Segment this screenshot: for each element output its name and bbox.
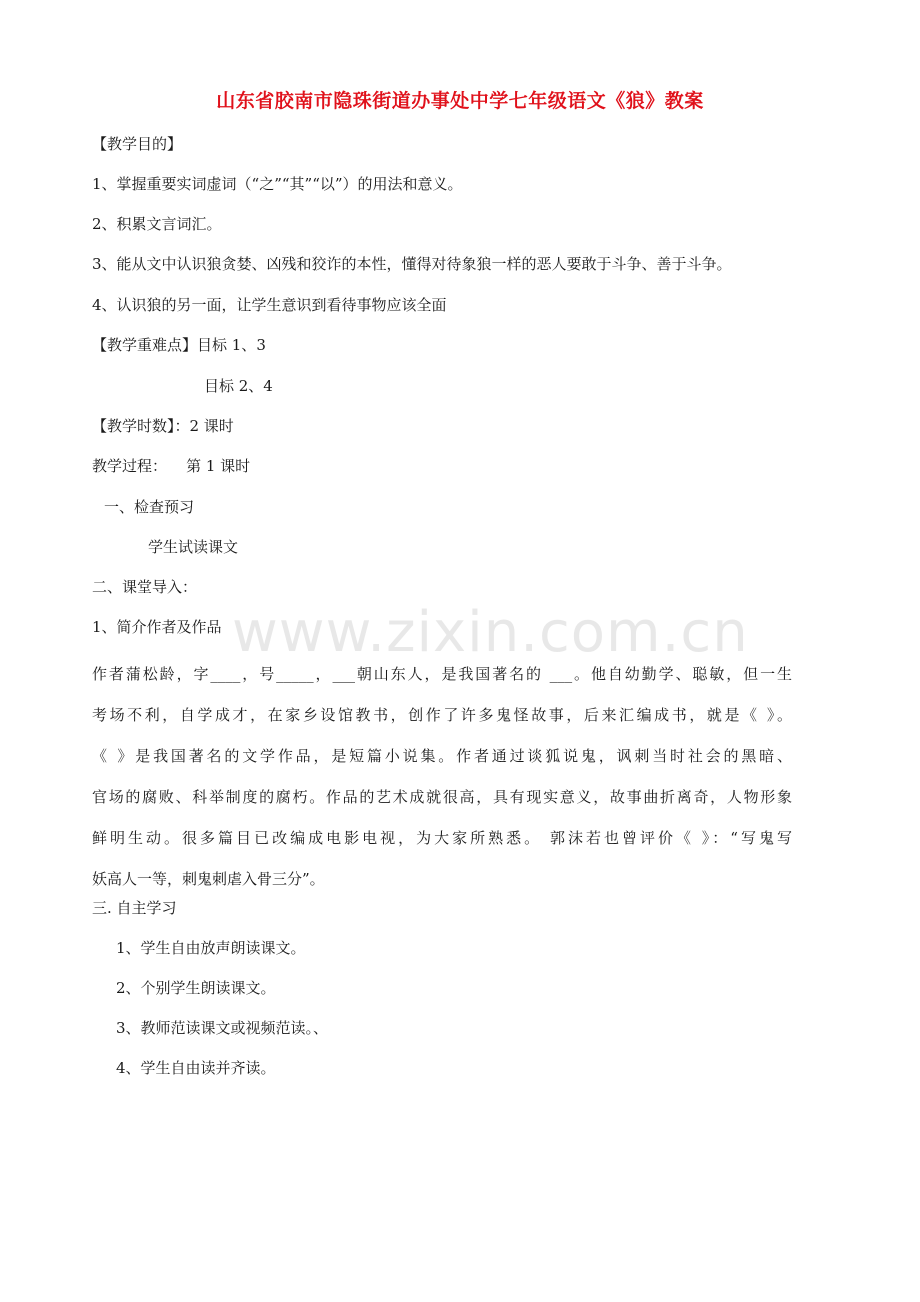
introduction-item-1: 1、简介作者及作品 <box>92 618 222 636</box>
paragraph-line: 鲜明生动。很多篇目已改编成电影电视，为大家所熟悉。 郭沫若也曾评价《 》：“写鬼写 <box>92 829 792 847</box>
self-study-item-4: 4、学生自由读并齐读。 <box>116 1059 276 1077</box>
goal-item-2: 2、积累文言词汇。 <box>92 215 222 233</box>
section-heading-preview: 一、检查预习 <box>104 498 195 516</box>
paragraph-line: 《 》是我国著名的文学作品，是短篇小说集。作者通过谈狐说鬼，讽刺当时社会的黑暗、 <box>92 747 792 765</box>
section-heading-self-study: 三. 自主学习 <box>92 899 177 917</box>
self-study-item-3: 3、教师范读课文或视频范读。、 <box>116 1019 329 1037</box>
section-heading-goals: 【教学目的】 <box>92 135 183 153</box>
teaching-hours: 【教学时数】：2 课时 <box>92 417 234 435</box>
paragraph-line: 考场不利，自学成才，在家乡设馆教书，创作了许多鬼怪故事，后来汇编成书，就是《 》。 <box>92 706 792 724</box>
goal-item-1: 1、掌握重要实词虚词（“之”“其”“以”）的用法和意义。 <box>92 175 463 193</box>
paragraph-line: 官场的腐败、科举制度的腐朽。作品的艺术成就很高，具有现实意义，故事曲折离奇，人物形象 <box>92 788 792 806</box>
preview-item: 学生试读课文 <box>148 538 239 556</box>
goal-item-4: 4、认识狼的另一面，让学生意识到看待事物应该全面 <box>92 296 447 314</box>
section-heading-introduction: 二、课堂导入： <box>92 578 198 596</box>
key-points-line-1: 【教学重难点】目标 1、3 <box>92 336 266 354</box>
teaching-process: 教学过程： 第 1 课时 <box>92 457 251 475</box>
goal-item-3: 3、能从文中认识狼贪婪、凶残和狡诈的本性，懂得对待象狼一样的恶人要敢于斗争、善于斗争。 <box>92 255 732 273</box>
paragraph-line: 妖高人一等，刺鬼刺虐入骨三分”。 <box>92 870 325 888</box>
self-study-item-2: 2、个别学生朗读课文。 <box>116 979 276 997</box>
self-study-item-1: 1、学生自由放声朗读课文。 <box>116 939 306 957</box>
key-points-line-2: 目标 2、4 <box>204 377 273 395</box>
author-introduction-paragraph <box>92 654 792 900</box>
watermark: www.zixin.com.cn <box>232 600 749 665</box>
paragraph-line: 作者蒲松龄，字____，号_____，___朝山东人，是我国著名的 ___。他自幼勤学、聪敏，但一生 <box>92 665 792 683</box>
document-title: 山东省胶南市隐珠街道办事处中学七年级语文《狼》教案 <box>216 90 704 112</box>
